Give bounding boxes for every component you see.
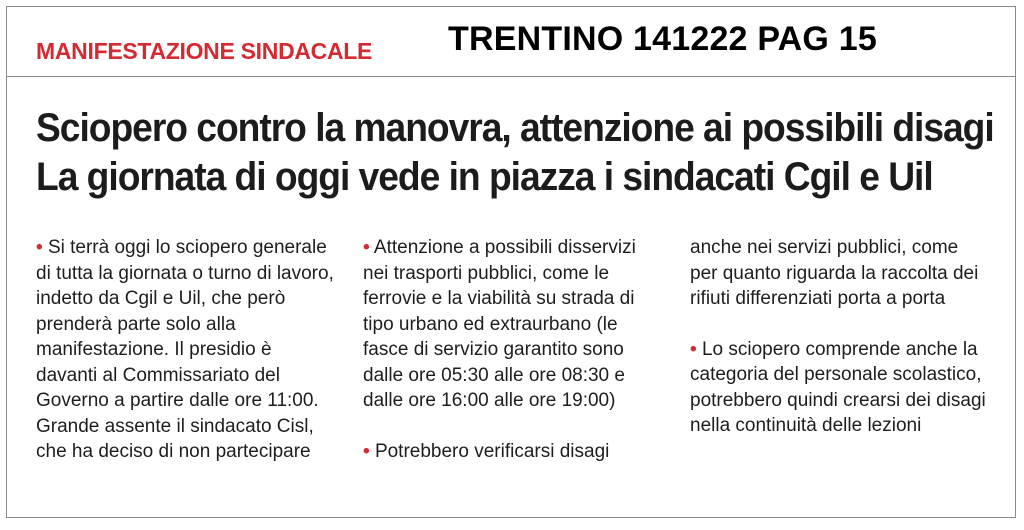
bullet-icon: • <box>363 237 370 258</box>
section-kicker: MANIFESTAZIONE SINDACALE <box>36 38 373 64</box>
text-column-3 <box>690 235 990 439</box>
bullet-icon: • <box>36 237 43 258</box>
headline-line-1: Sciopero contro la manovra, attenzione ai possibili disagi <box>36 106 994 150</box>
paragraph <box>690 235 990 312</box>
header-divider <box>6 76 1016 77</box>
paragraph-text: Potrebbero verificarsi disagi <box>374 440 610 462</box>
headline-line-2: La giornata di oggi vede in piazza i sindacati Cgil e Uil <box>36 155 933 199</box>
paragraph-text: anche nei servizi pubblici, come per quanto riguarda la raccolta dei rifiuti differenziati porta a porta <box>690 237 979 309</box>
paragraph-text: Lo sciopero comprende anche la categoria del personale scolastico, potrebbero quindi crearsi dei disagi nella continuità delle lezioni <box>690 338 986 436</box>
paragraph <box>363 235 663 414</box>
headline <box>36 104 994 202</box>
text-column-1 <box>36 235 336 465</box>
text-column-2 <box>363 235 663 464</box>
bullet-icon: • <box>690 338 697 360</box>
paragraph <box>363 439 663 465</box>
paragraph-text: Attenzione a possibili disservizi nei trasporti pubblici, come le ferrovie e la viabilità su strada di tipo urbano ed extraurbano (le fasce di servizio garantito sono dalle ore 05:30 alle ore 08:30 e dalle ore 16:00 alle ore 19:00) <box>363 237 636 411</box>
paragraph <box>36 235 336 465</box>
paragraph <box>690 337 990 439</box>
paragraph-text: Si terrà oggi lo sciopero generale di tutta la giornata o turno di lavoro, indetto da Cgil e Uil, che però prenderà parte solo alla manifestazione. Il presidio è davanti al Commissariato del Governo a partire dalle ore 11:00. Grande assente il sindacato Cisl, che ha deciso di non partecipare <box>36 237 334 462</box>
bullet-icon: • <box>363 440 370 462</box>
page-reference: TRENTINO 141222 PAG 15 <box>448 20 877 58</box>
